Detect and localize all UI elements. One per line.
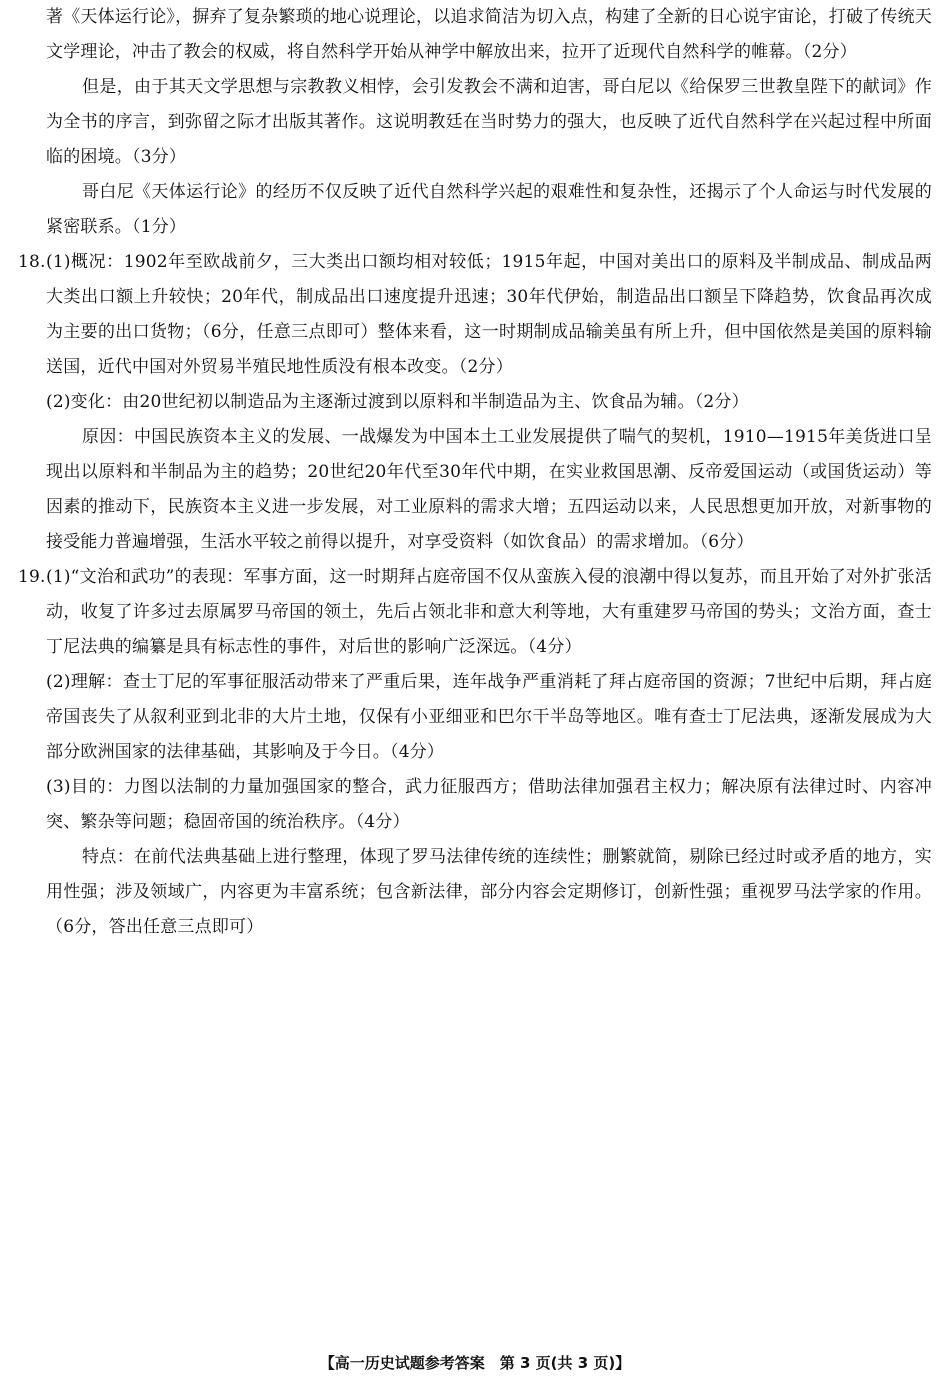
paragraph-2: 但是，由于其天文学思想与宗教教义相悖，会引发教会不满和迫害，哥白尼以《给保罗三世教皇陛下的献词》作为全书的序言，到弥留之际才出版其著作。这说明教廷在当时势力的强大，也反映了近代自然科学在兴起过程中所面临的困境。（3分） bbox=[46, 77, 932, 167]
question-19-features: 特点：在前代法典基础上进行整理，体现了罗马法律传统的连续性；删繁就简，剔除已经过时或矛盾的地方，实用性强；涉及领域广，内容更为丰富系统；包含新法律，部分内容会定期修订，创新性强；重视罗马法学家的作用。（6分，答出任意三点即可） bbox=[46, 847, 932, 937]
question-number-19: 19. bbox=[18, 567, 46, 587]
paragraph-3: 哥白尼《天体运行论》的经历不仅反映了近代自然科学兴起的艰难性和复杂性，还揭示了个人命运与时代发展的紧密联系。（1分） bbox=[46, 182, 932, 237]
paragraph-1: 著《天体运行论》，摒弃了复杂繁琐的地心说理论，以追求简洁为切入点，构建了全新的日心说宇宙论，打破了传统天文学理论，冲击了教会的权威，将自然科学开始从神学中解放出来，拉开了近现代自然科学的帷幕。（2分） bbox=[46, 7, 932, 62]
question-19-part-3: (3)目的：力图以法制的力量加强国家的整合，武力征服西方；借助法律加强君主权力；解决原有法律过时、内容冲突、繁杂等问题；稳固帝国的统治秩序。（4分） bbox=[46, 777, 932, 832]
question-19-part-1 bbox=[0, 560, 950, 665]
question-18-part-1 bbox=[0, 245, 950, 385]
question-number-18: 18. bbox=[18, 252, 46, 272]
page-footer: 【高一历史试题参考答案 第 3 页(共 3 页)】 bbox=[319, 1354, 631, 1372]
question-18-reasons: 原因：中国民族资本主义的发展、一战爆发为中国本土工业发展提供了喘气的契机，1910—1915年美货进口呈现出以原料和半制品为主的趋势；20世纪20年代至30年代中期，在实业救国思潮、反帝爱国运动（或国货运动）等因素的推动下，民族资本主义进一步发展，对工业原料的需求大增；五四运动以来，人民思想更加开放，对新事物的接受能力普遍增强，生活水平较之前得以提升，对享受资料（如饮食品）的需求增加。（6分） bbox=[46, 427, 932, 552]
question-18-part-2: (2)变化：由20世纪初以制造品为主逐渐过渡到以原料和半制造品为主、饮食品为辅。（2分） bbox=[46, 392, 749, 412]
question-19-part-1-text: (1)“文治和武功”的表现：军事方面，这一时期拜占庭帝国不仅从蛮族入侵的浪潮中得以复苏，而且开始了对外扩张活动，收复了许多过去原属罗马帝国的领土，先后占领北非和意大利等地，大有重建罗马帝国的势头；文治方面，查士丁尼法典的编纂是具有标志性的事件，对后世的影响广泛深远。（4分） bbox=[46, 567, 932, 657]
question-19-part-2: (2)理解：查士丁尼的军事征服活动带来了严重后果，连年战争严重消耗了拜占庭帝国的资源；7世纪中后期，拜占庭帝国丧失了从叙利亚到北非的大片土地，仅保有小亚细亚和巴尔干半岛等地区。唯有查士丁尼法典，逐渐发展成为大部分欧洲国家的法律基础，其影响及于今日。（4分） bbox=[46, 672, 932, 762]
question-18-part-1-text: (1)概况：1902年至欧战前夕，三大类出口额均相对较低；1915年起，中国对美出口的原料及半制成品、制成品两大类出口额上升较快；20年代，制成品出口速度提升迅速；30年代伊始，制造品出口额呈下降趋势，饮食品再次成为主要的出口货物；（6分，任意三点即可）整体来看，这一时期制成品输美虽有所上升，但中国依然是美国的原料输送国，近代中国对外贸易半殖民地性质没有根本改变。（2分） bbox=[46, 252, 932, 377]
